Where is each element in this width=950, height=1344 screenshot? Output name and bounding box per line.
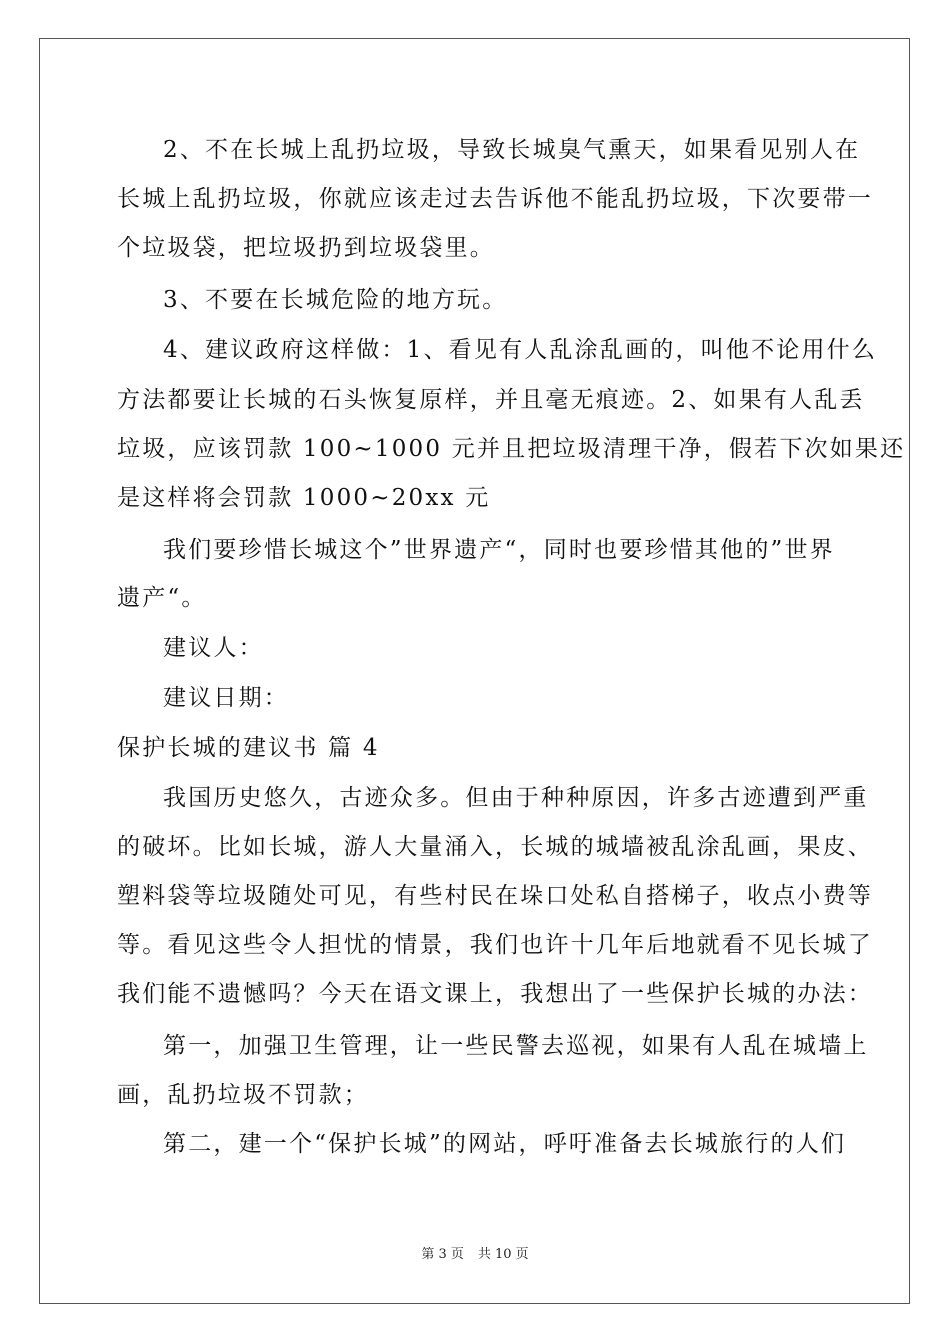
paragraph-6-line-1: 我国历史悠久，古迹众多。但由于种种原因，许多古迹遭到严重 xyxy=(163,785,869,811)
paragraph-2-line-2: 长城上乱扔垃圾，你就应该走过去告诉他不能乱扔垃圾，下次要带一 xyxy=(117,186,873,212)
paragraph-7-line-2: 画，乱扔垃圾不罚款； xyxy=(117,1082,369,1108)
paragraph-6-line-5: 我们能不遗憾吗？今天在语文课上，我想出了一些保护长城的办法： xyxy=(117,981,873,1007)
paragraph-5-line-1: 我们要珍惜长城这个”世界遗产“，同时也要珍惜其他的”世界 xyxy=(163,537,835,563)
paragraph-4-line-4: 是这样将会罚款 1000~20xx 元 xyxy=(117,485,491,511)
paragraph-4-line-2: 方法都要让长城的石头恢复原样，并且毫无痕迹。2、如果有人乱丢 xyxy=(117,387,865,413)
paragraph-6-line-3: 塑料袋等垃圾随处可见，有些村民在垛口处私自搭梯子，收点小费等 xyxy=(117,883,873,909)
page-frame xyxy=(39,38,910,1304)
page-total: 共 10 页 xyxy=(477,1247,529,1262)
paragraph-4-line-1: 4、建议政府这样做：1、看见有人乱涂乱画的，叫他不论用什么 xyxy=(163,337,878,363)
paragraph-2-line-3: 个垃圾袋，把垃圾扔到垃圾袋里。 xyxy=(117,235,495,261)
page-number: 第 3 页 xyxy=(421,1247,464,1262)
proposal-date-label: 建议日期： xyxy=(163,685,289,711)
page-footer xyxy=(0,1247,950,1263)
paragraph-7-line-1: 第一，加强卫生管理，让一些民警去巡视，如果有人乱在城墙上 xyxy=(163,1033,869,1059)
paragraph-2-line-1: 2、不在长城上乱扔垃圾，导致长城臭气熏天，如果看见别人在 xyxy=(163,137,861,163)
paragraph-5-line-2: 遗产“。 xyxy=(117,585,207,611)
paragraph-8-line-1: 第二，建一个“保护长城”的网站，呼吁准备去长城旅行的人们 xyxy=(163,1131,847,1157)
section-heading: 保护长城的建议书 篇 4 xyxy=(117,735,380,761)
paragraph-6-line-2: 的破坏。比如长城，游人大量涌入，长城的城墙被乱涂乱画，果皮、 xyxy=(117,834,873,860)
proposer-label: 建议人： xyxy=(163,635,264,661)
paragraph-6-line-4: 等。看见这些令人担忧的情景，我们也许十几年后地就看不见长城了 xyxy=(117,932,873,958)
paragraph-4-line-3: 垃圾，应该罚款 100~1000 元并且把垃圾清理干净，假若下次如果还 xyxy=(117,436,906,462)
paragraph-3-line-1: 3、不要在长城危险的地方玩。 xyxy=(163,287,508,313)
